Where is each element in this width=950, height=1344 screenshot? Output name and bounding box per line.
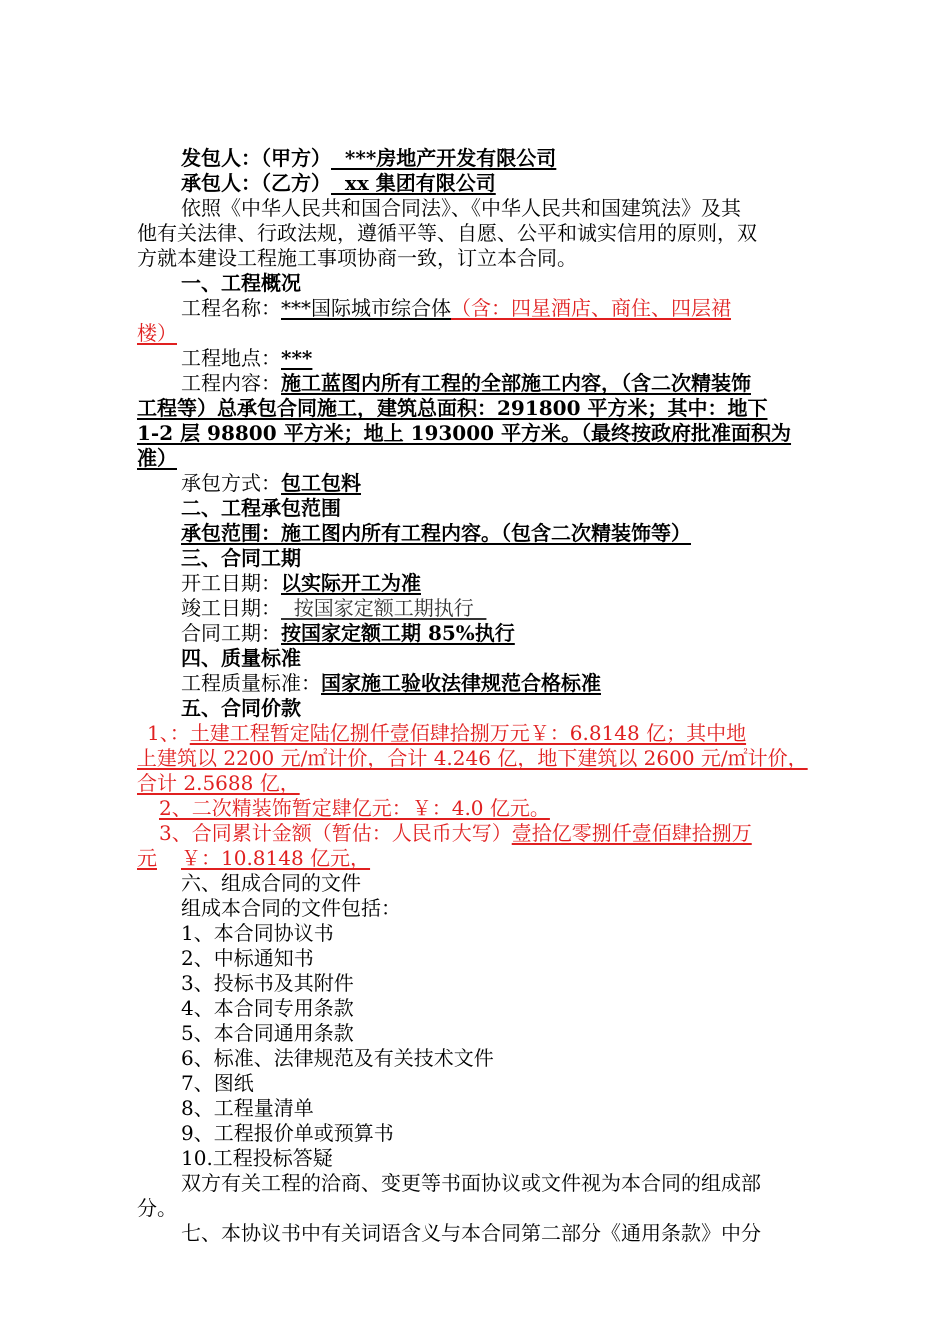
employer-line xyxy=(137,146,837,171)
employer-label: 发包人：（甲方） xyxy=(181,146,331,170)
intro-line-2: 他有关法律、行政法规，遵循平等、自愿、公平和诚实信用的原则，双 xyxy=(137,221,757,245)
section-6-heading: 六、组成合同的文件 xyxy=(181,871,361,895)
quality-label: 工程质量标准： xyxy=(181,671,321,695)
list-item: 10.工程投标答疑 xyxy=(181,1146,333,1170)
price-item-3-line-2 xyxy=(137,846,837,871)
list-item: 3、投标书及其附件 xyxy=(181,971,354,995)
section-5-heading: 五、合同价款 xyxy=(181,696,301,720)
price-item-3-total: ￥：10.8148 亿元， xyxy=(181,846,371,870)
price-item-1-prefix: 1、： xyxy=(147,721,190,745)
intro-line-3: 方就本建设工程施工事项协商一致，订立本合同。 xyxy=(137,246,577,270)
project-content-line xyxy=(137,371,837,396)
price-item-3-unit: 元 xyxy=(137,846,157,870)
price-item-1-line-3: 合计 2.5688 亿， xyxy=(137,771,300,795)
project-name-value: ***国际城市综合体 xyxy=(281,296,451,320)
section-6-intro: 组成本合同的文件包括： xyxy=(181,896,401,920)
end-date-label: 竣工日期： xyxy=(181,596,281,620)
price-item-3-value: 壹拾亿零捌仟壹佰肆拾捌万 xyxy=(511,821,752,845)
project-name-line xyxy=(137,296,837,321)
contract-mode-line xyxy=(137,471,837,496)
project-content-end: 准） xyxy=(137,446,177,470)
section-7-line: 七、本协议书中有关词语含义与本合同第二部分《通用条款》中分 xyxy=(181,1221,761,1245)
section-6-closing-cont: 分。 xyxy=(137,1196,177,1220)
section-6-closing: 双方有关工程的洽商、变更等书面协议或文件视为本合同的组成部 xyxy=(181,1171,761,1195)
project-location-label: 工程地点： xyxy=(181,346,281,370)
project-content-line-2: 工程等）总承包合同施工，建筑总面积：291800 平方米；其中：地下 xyxy=(137,396,768,420)
project-content-line-4 xyxy=(137,446,837,471)
project-content-value: 施工蓝图内所有工程的全部施工内容，（含二次精装饰 xyxy=(281,371,751,395)
end-date-value: 按国家定额工期执行 xyxy=(281,596,487,620)
contract-mode-value: 包工包料 xyxy=(281,471,361,495)
quality-line xyxy=(137,671,837,696)
scope-line xyxy=(137,521,837,546)
project-content-line-3: 1-2 层 98800 平方米；地上 193000 平方米。（最终按政府批准面积为 xyxy=(137,421,792,445)
end-date-line xyxy=(137,596,837,621)
project-name-extra-cont: 楼） xyxy=(137,321,177,345)
contractor-label: 承包人：（乙方） xyxy=(181,171,331,195)
list-item: 6、标准、法律规范及有关技术文件 xyxy=(181,1046,494,1070)
price-item-3-prefix: 3、合同累计金额（暂估：人民币大写） xyxy=(159,821,512,845)
project-name-extra: （含：四星酒店、商住、四层裙 xyxy=(451,296,731,320)
list-item: 1、本合同协议书 xyxy=(181,921,334,945)
project-location-value: *** xyxy=(281,346,313,370)
price-item-1-line-2: 上建筑以 2200 元/㎡计价，合计 4.246 亿，地下建筑以 2600 元/㎡计价， xyxy=(137,746,808,770)
contract-document xyxy=(137,146,837,1246)
start-date-line xyxy=(137,571,837,596)
section-4-heading: 四、质量标准 xyxy=(181,646,301,670)
project-content-label: 工程内容： xyxy=(181,371,281,395)
period-line xyxy=(137,621,837,646)
contractor-line xyxy=(137,171,837,196)
list-item: 5、本合同通用条款 xyxy=(181,1021,354,1045)
price-item-1-value: 土建工程暂定陆亿捌仟壹佰肆拾捌万元￥：6.8148 亿；其中地 xyxy=(189,721,747,745)
list-item: 4、本合同专用条款 xyxy=(181,996,354,1020)
start-date-label: 开工日期： xyxy=(181,571,281,595)
start-date-value: 以实际开工为准 xyxy=(281,571,421,595)
list-item: 7、图纸 xyxy=(181,1071,254,1095)
section-1-heading: 一、工程概况 xyxy=(181,271,301,295)
price-item-3 xyxy=(137,821,837,846)
scope-value: 承包范围：施工图内所有工程内容。（包含二次精装饰等） xyxy=(181,521,691,545)
section-2-heading: 二、工程承包范围 xyxy=(181,496,341,520)
price-item-2 xyxy=(137,796,837,821)
contract-mode-label: 承包方式： xyxy=(181,471,281,495)
list-item: 8、工程量清单 xyxy=(181,1096,314,1120)
period-label: 合同工期： xyxy=(181,621,281,645)
intro-line-1: 依照《中华人民共和国合同法》、《中华人民共和国建筑法》及其 xyxy=(181,196,741,220)
project-name-label: 工程名称： xyxy=(181,296,281,320)
list-item: 9、工程报价单或预算书 xyxy=(181,1121,394,1145)
employer-value: ***房地产开发有限公司 xyxy=(331,146,557,170)
project-location-line xyxy=(137,346,837,371)
price-item-1 xyxy=(137,721,837,746)
contractor-value: xx 集团有限公司 xyxy=(331,171,496,195)
price-item-2-value: 2、二次精装饰暂定肆亿元：￥：4.0 亿元。 xyxy=(159,796,550,820)
list-item: 2、中标通知书 xyxy=(181,946,314,970)
section-3-heading: 三、合同工期 xyxy=(181,546,301,570)
quality-value: 国家施工验收法律规范合格标准 xyxy=(321,671,601,695)
period-value: 按国家定额工期 85%执行 xyxy=(281,621,515,645)
